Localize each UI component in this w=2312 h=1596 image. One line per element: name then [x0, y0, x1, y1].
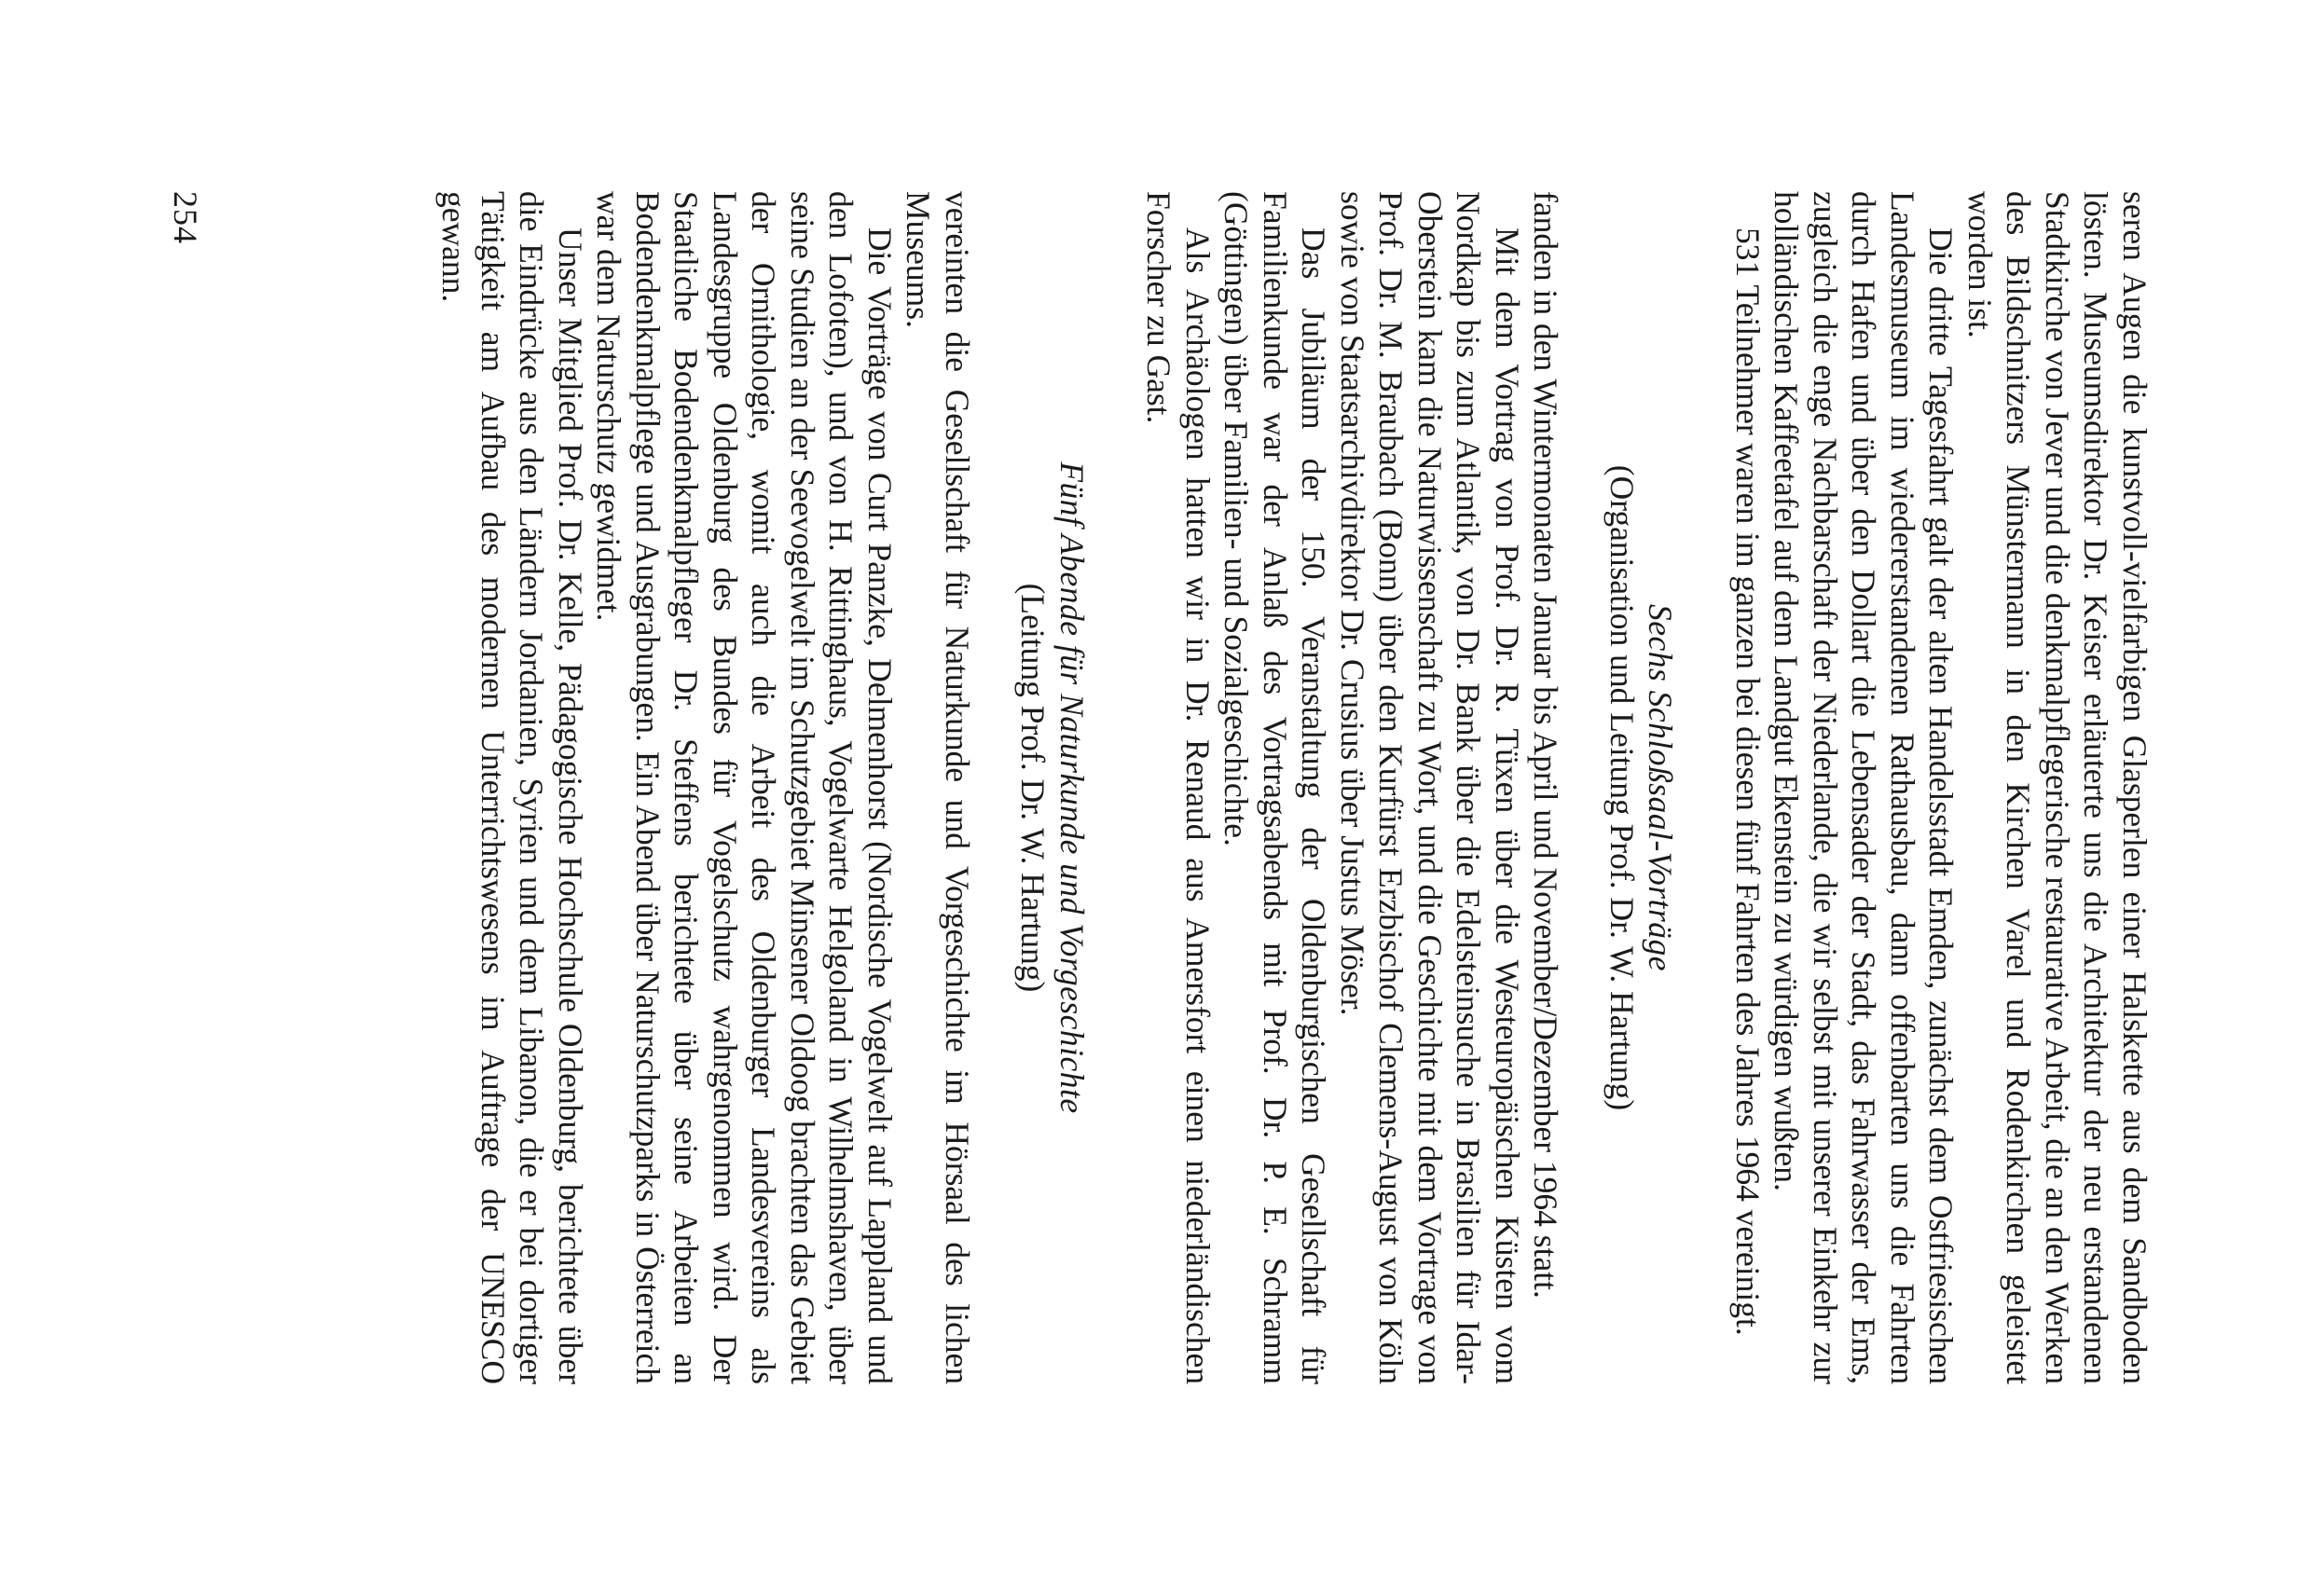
paragraph: Mit dem Vortrag von Prof. Dr. R. Tüxen über die Westeuropäischen Küsten vom Nordkap bis zum Atlantik, von Dr. Bank über die Edelsteinsuche in Brasilien für Idar-Oberstein kam die Naturwissenschaft zu Wort, und die Geschichte mit dem Vortrage von Prof. Dr. M. Braubach (Bonn) über den Kurfürst Erzbischof Clemens-August von Köln sowie von Staatsarchivdirektor Dr. Crusius über Justus Möser. [1334, 191, 1526, 1384]
paragraph: Die Vorträge von Curt Panzke, Delmenhorst (Nordische Vogelwelt auf Lappland und den Lofoten), und von H. Rittinghaus, Vogelwarte Helgoland in Wilhelmshaven, über seine Studien an der Seevogelwelt im Schutzgebiet Minsener Oldoog brachten das Gebiet der Ornithologie, womit auch die Arbeit des Oldenburger Landesvereins als Landesgruppe Oldenburg des Bundes für Vogelschutz wahrgenommen wird. Der Staatliche Bodendenkmalpfleger Dr. Steffens berichtete über seine Arbeiten an Bodendenkmalpflege und Ausgrabungen. Ein Abend über Naturschutzparks in Österreich war dem Naturschutz gewidmet. [590, 191, 899, 1384]
section-title: Sechs Schloßsaal-Vorträge [1642, 603, 1680, 972]
paragraph: Als Archäologen hatten wir in Dr. Renaud aus Amersfort einen niederländischen Forscher zu Gast. [1140, 191, 1217, 1384]
paragraph: seren Augen die kunstvoll-vielfarbigen Glasperlen einer Halskette aus dem Sandboden lösten. Museumsdirektor Dr. Keiser erläuterte uns die Architektur der neu erstandenen Stadtkirche von Jever und die denkmalpflegerische restaurative Arbeit, die an den Werken des Bildschnitzers Münstermann in den Kirchen Varel und Rodenkirchen geleistet worden ist. [1961, 191, 2154, 1384]
section-title: Fünf Abende für Naturkunde und Vorgeschichte [1053, 461, 1091, 1114]
paragraph: fanden in den Wintermonaten Januar bis April und November/Dezember 1964 statt. [1527, 191, 1565, 1299]
paragraph: vereinten die Gesellschaft für Naturkunde und Vorgeschichte im Hörsaal des lichen Museums. [900, 191, 976, 1384]
text-block [434, 191, 2154, 1384]
paragraph: Die dritte Tagesfahrt galt der alten Handelsstadt Emden, zunächst dem Ostfriesischen Landesmuseum im wiedererstandenen Rathausbau, dann offenbarten uns die Fahrten durch Hafen und über den Dollart die Lebensader der Stadt, das Fahrwasser der Ems, zugleich die enge Nachbarschaft der Niederlande, die wir selbst mit unserer Einkehr zur holländischen Kaffeetafel auf dem Landgut Ekenstein zu würdigen wußten. [1768, 191, 1961, 1384]
paragraph: Unser Mitglied Prof. Dr. Kelle, Pädagogische Hochschule Oldenburg, berichtete über die Eindrücke aus den Ländern Jordanien, Syrien und dem Libanon, die er bei dortiger Tätigkeit am Aufbau des modernen Unterrichtswesens im Auftrage der UNESCO gewann. [435, 191, 589, 1384]
section-subtitle: (Leitung Prof. Dr. W. Hartung) [1014, 583, 1053, 993]
page-number: 254 [167, 191, 204, 244]
section-subtitle: (Organisation und Leitung Prof. Dr. W. Hartung) [1603, 464, 1641, 1111]
paragraph: 531 Teilnehmer waren im ganzen bei diesen fünf Fahrten des Jahres 1964 vereinigt. [1729, 227, 1767, 1336]
paragraph: Das Jubiläum der 150. Veranstaltung der Oldenburgischen Gesellschaft für Familienkunde war der Anlaß des Vortragsabends mit Prof. Dr. P. E. Schramm (Göttingen) über Familien- und Sozialgeschichte. [1218, 191, 1333, 1384]
